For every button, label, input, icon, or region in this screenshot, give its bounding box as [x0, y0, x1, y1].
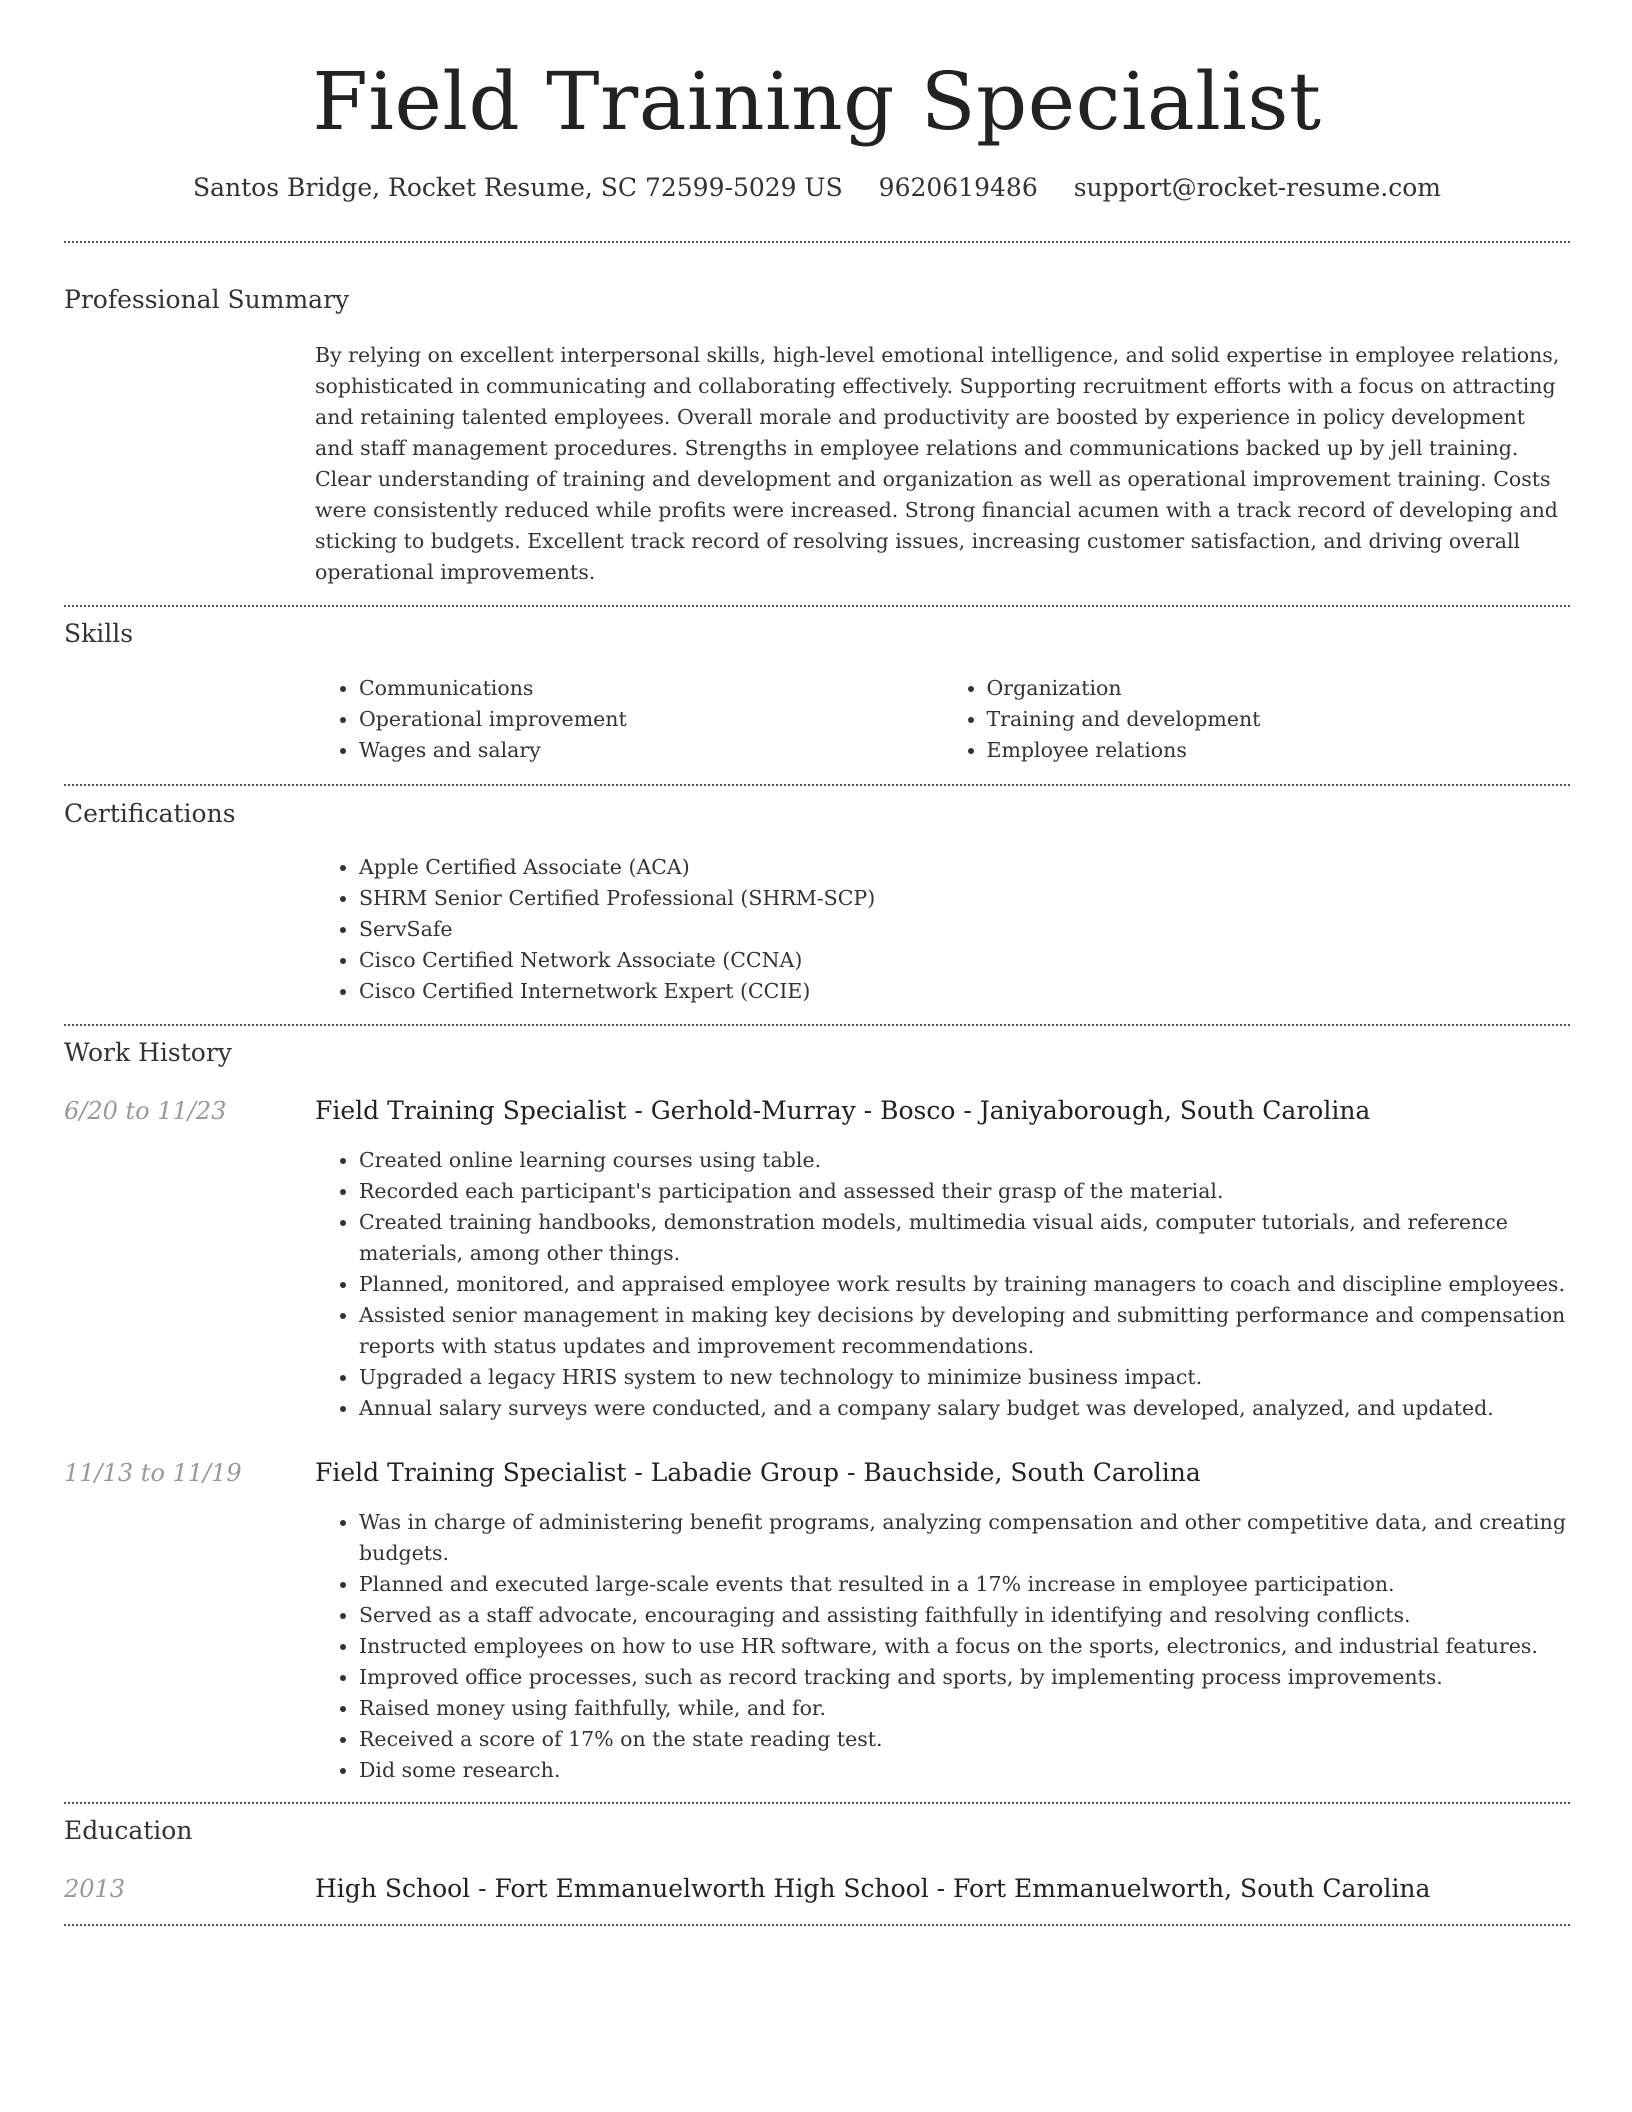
job-bullet: • Annual salary surveys were conducted, and a company salary budget was developed, analyzed, and updated.	[359, 1393, 1570, 1424]
skill-item: • Wages and salary	[359, 735, 943, 766]
skill-item: • Organization	[987, 673, 1571, 704]
job-heading: Field Training Specialist - Gerhold-Murray - Bosco - Janiyaborough, South Carolina	[315, 1096, 1371, 1125]
job-bullets	[315, 1507, 1570, 1786]
certifications-list	[315, 852, 1570, 1007]
education-year: 2013	[64, 1875, 126, 1903]
contact-phone: 9620619486	[878, 173, 1038, 202]
certification-item: • Cisco Certified Network Associate (CCNA)	[359, 945, 1570, 976]
job-bullet: • Did some research.	[359, 1755, 1570, 1786]
certification-item: • Apple Certified Associate (ACA)	[359, 852, 1570, 883]
skill-item: • Communications	[359, 673, 943, 704]
job-bullet: • Upgraded a legacy HRIS system to new technology to minimize business impact.	[359, 1362, 1570, 1393]
job-bullet: • Recorded each participant's participation and assessed their grasp of the material.	[359, 1176, 1570, 1207]
certification-item: • ServSafe	[359, 914, 1570, 945]
job-bullet: • Improved office processes, such as record tracking and sports, by implementing process improvements.	[359, 1662, 1570, 1693]
skills-column-right	[943, 673, 1571, 766]
job-bullet: • Was in charge of administering benefit programs, analyzing compensation and other competitive data, and creating budgets.	[359, 1507, 1570, 1569]
skills-heading: Skills	[64, 619, 134, 648]
divider	[64, 784, 1570, 786]
certification-item: • Cisco Certified Internetwork Expert (CCIE)	[359, 976, 1570, 1007]
summary-block	[315, 340, 1570, 588]
job-heading: Field Training Specialist - Labadie Group - Bauchside, South Carolina	[315, 1458, 1201, 1487]
divider	[64, 241, 1570, 243]
divider	[64, 1802, 1570, 1804]
job-bullets	[315, 1145, 1570, 1424]
education-heading-line: High School - Fort Emmanuelworth High School - Fort Emmanuelworth, South Carolina	[315, 1874, 1431, 1903]
job-bullet: • Instructed employees on how to use HR software, with a focus on the sports, electronics, and industrial features.	[359, 1631, 1570, 1662]
job-dates: 11/13 to 11/19	[64, 1459, 242, 1487]
contact-address: Santos Bridge, Rocket Resume, SC 72599-5029 US	[192, 173, 843, 202]
summary-heading: Professional Summary	[64, 285, 350, 314]
job-bullet: • Created training handbooks, demonstration models, multimedia visual aids, computer tutorials, and reference materials, among other things.	[359, 1207, 1570, 1269]
job-bullet: • Planned and executed large-scale events that resulted in a 17% increase in employee participation.	[359, 1569, 1570, 1600]
job-dates: 6/20 to 11/23	[64, 1097, 227, 1125]
skill-item: • Training and development	[987, 704, 1571, 735]
education-heading: Education	[64, 1816, 193, 1845]
resume-name: Field Training Specialist	[312, 55, 1322, 148]
summary-text: By relying on excellent interpersonal skills, high-level emotional intelligence, and solid expertise in employee relations, sophisticated in communicating and collaborating effectively. Supporting recruitment efforts with a focus on attracting and retaining talented employees. Overall morale and productivity are boosted by experience in policy development and staff management procedures. Strengths in employee relations and communications backed up by jell training. Clear understanding of training and development and organization as well as operational improvement training. Costs were consistently reduced while profits were increased. Strong financial acumen with a track record of developing and sticking to budgets. Excellent track record of resolving issues, increasing customer satisfaction, and driving overall operational improvements.	[315, 343, 1560, 584]
certification-item: • SHRM Senior Certified Professional (SHRM-SCP)	[359, 883, 1570, 914]
work-history-heading: Work History	[64, 1038, 232, 1067]
job-bullet: • Served as a staff advocate, encouraging and assisting faithfully in identifying and resolving conflicts.	[359, 1600, 1570, 1631]
certifications-heading: Certifications	[64, 799, 236, 828]
job-bullet: • Planned, monitored, and appraised employee work results by training managers to coach and discipline employees.	[359, 1269, 1570, 1300]
skill-item: • Operational improvement	[359, 704, 943, 735]
divider	[64, 1024, 1570, 1026]
contact-line	[64, 170, 1570, 206]
job-bullet: • Raised money using faithfully, while, and for.	[359, 1693, 1570, 1724]
skills-column-left	[315, 673, 943, 766]
skills-list	[315, 673, 1570, 766]
divider	[64, 1924, 1570, 1926]
skill-item: • Employee relations	[987, 735, 1571, 766]
contact-email: support@rocket-resume.com	[1073, 173, 1441, 202]
job-bullet: • Created online learning courses using table.	[359, 1145, 1570, 1176]
divider	[64, 605, 1570, 607]
job-bullet: • Assisted senior management in making key decisions by developing and submitting performance and compensation reports with status updates and improvement recommendations.	[359, 1300, 1570, 1362]
job-bullet: • Received a score of 17% on the state reading test.	[359, 1724, 1570, 1755]
